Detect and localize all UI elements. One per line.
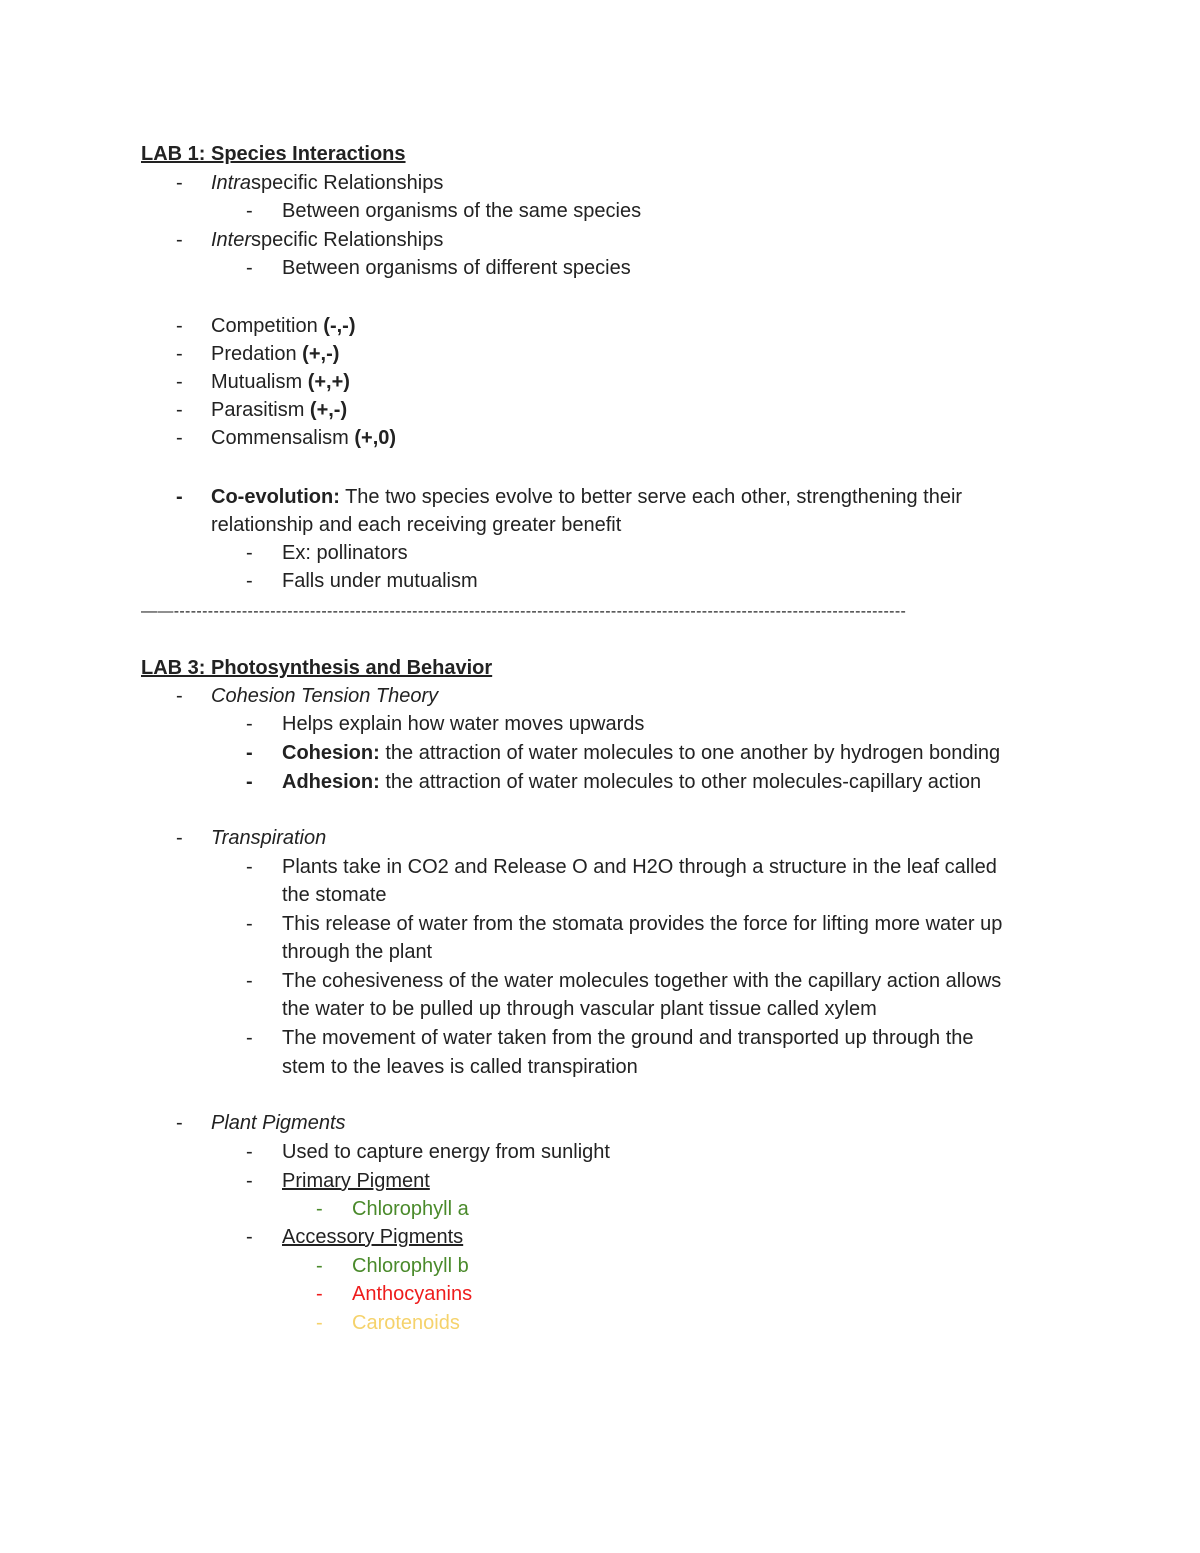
interspecific-item — [211, 226, 443, 254]
transpiration-point-4: The movement of water taken from the ground and transported up through the — [282, 1027, 974, 1049]
interaction-parasitism — [211, 396, 347, 424]
bullet-dash: - — [316, 1312, 323, 1334]
lab3-heading: LAB 3: Photosynthesis and Behavior — [141, 657, 493, 679]
bullet-dash: - — [246, 856, 253, 878]
transpiration-point-1: Plants take in CO2 and Release O and H2O through a structure in the leaf called — [282, 856, 997, 878]
section-separator: ——--------------------------------------------------------------------------------------------------------------------------------- — [141, 603, 907, 620]
intraspecific-item — [211, 169, 443, 197]
intra-rest: specific Relationships — [251, 172, 444, 194]
bullet-dash: - — [246, 1141, 253, 1163]
bullet-dash: - — [176, 827, 183, 849]
coevolution-item — [211, 483, 962, 511]
carotenoids: Carotenoids — [352, 1312, 460, 1334]
intraspecific-desc: Between organisms of the same species — [282, 200, 642, 222]
chlorophyll-b: Chlorophyll b — [352, 1255, 469, 1277]
interaction-name: Competition — [211, 315, 324, 337]
bullet-dash: - — [176, 343, 183, 365]
cohesion-def: the attraction of water molecules to one another by hydrogen bonding — [379, 742, 1001, 764]
cohesion-term: Cohesion: — [282, 742, 380, 764]
bullet-dash: - — [246, 570, 253, 592]
helps-explain: Helps explain how water moves upwards — [282, 713, 645, 735]
anthocyanins: Anthocyanins — [352, 1283, 473, 1305]
bullet-dash: - — [176, 172, 183, 194]
interaction-sign: (+,-) — [302, 343, 340, 365]
bullet-dash: - — [246, 542, 253, 564]
bullet-dash: - — [246, 913, 253, 935]
bullet-dash: - — [246, 970, 253, 992]
bullet-dash: - — [176, 315, 183, 337]
bullet-dash: - — [246, 771, 253, 793]
pigments-use: Used to capture energy from sunlight — [282, 1141, 610, 1163]
interaction-sign: (-,-) — [323, 315, 356, 337]
interaction-commensalism — [211, 424, 396, 452]
bullet-dash: - — [176, 399, 183, 421]
interaction-name: Parasitism — [211, 399, 310, 421]
interspecific-desc: Between organisms of different species — [282, 257, 631, 279]
bullet-dash: - — [246, 1027, 253, 1049]
coevolution-def-cont: relationship and each receiving greater benefit — [211, 514, 622, 536]
transpiration-point-3-cont: the water to be pulled up through vascular plant tissue called xylem — [282, 998, 877, 1020]
transpiration-point-2-cont: through the plant — [282, 941, 433, 963]
bullet-dash: - — [176, 229, 183, 251]
bullet-dash: - — [246, 257, 253, 279]
transpiration-heading: Transpiration — [211, 827, 327, 849]
transpiration-point-3: The cohesiveness of the water molecules together with the capillary action allows — [282, 970, 1002, 992]
cohesion-item — [282, 739, 1000, 767]
cohesion-tension-theory: Cohesion Tension Theory — [211, 685, 439, 707]
accessory-pigments-label: Accessory Pigments — [282, 1226, 464, 1248]
bullet-dash: - — [246, 200, 253, 222]
coevolution-example: Ex: pollinators — [282, 542, 408, 564]
lab1-heading: LAB 1: Species Interactions — [141, 143, 406, 165]
interaction-sign: (+,-) — [309, 399, 348, 421]
transpiration-point-2: This release of water from the stomata provides the force for lifting more water up — [282, 913, 1003, 935]
adhesion-def: the attraction of water molecules to other molecules-capillary action — [379, 771, 982, 793]
coevolution-term: Co-evolution: — [211, 486, 340, 508]
interaction-sign: (+,+) — [307, 371, 350, 393]
interaction-name: Commensalism — [211, 427, 355, 449]
coevolution-def: The two species evolve to better serve each other, strengthening their — [339, 486, 963, 508]
bullet-dash: - — [316, 1283, 323, 1305]
interaction-competition — [211, 312, 355, 340]
interaction-name: Predation — [211, 343, 303, 365]
plant-pigments-heading: Plant Pigments — [211, 1112, 346, 1134]
interaction-name: Mutualism — [211, 371, 308, 393]
primary-pigment-label: Primary Pigment — [282, 1170, 430, 1192]
bullet-dash: - — [316, 1255, 323, 1277]
bullet-dash: - — [176, 427, 183, 449]
inter-rest: specific Relationships — [251, 229, 444, 251]
bullet-dash: - — [246, 713, 253, 735]
adhesion-item — [282, 768, 981, 796]
bullet-dash: - — [176, 1112, 183, 1134]
bullet-dash: - — [246, 1170, 253, 1192]
bullet-dash: - — [176, 486, 183, 508]
bullet-dash: - — [176, 685, 183, 707]
interaction-predation — [211, 340, 339, 368]
bullet-dash: - — [176, 371, 183, 393]
bullet-dash: - — [246, 742, 253, 764]
bullet-dash: - — [246, 1226, 253, 1248]
intra-prefix: Intra — [211, 172, 252, 194]
adhesion-term: Adhesion: — [282, 771, 380, 793]
bullet-dash: - — [316, 1198, 323, 1220]
chlorophyll-a: Chlorophyll a — [352, 1198, 469, 1220]
transpiration-point-4-cont: stem to the leaves is called transpiration — [282, 1056, 638, 1078]
interaction-mutualism — [211, 368, 350, 396]
coevolution-falls-under: Falls under mutualism — [282, 570, 478, 592]
interaction-sign: (+,0) — [354, 427, 397, 449]
inter-prefix: Inter — [211, 229, 252, 251]
transpiration-point-1-cont: the stomate — [282, 884, 387, 906]
